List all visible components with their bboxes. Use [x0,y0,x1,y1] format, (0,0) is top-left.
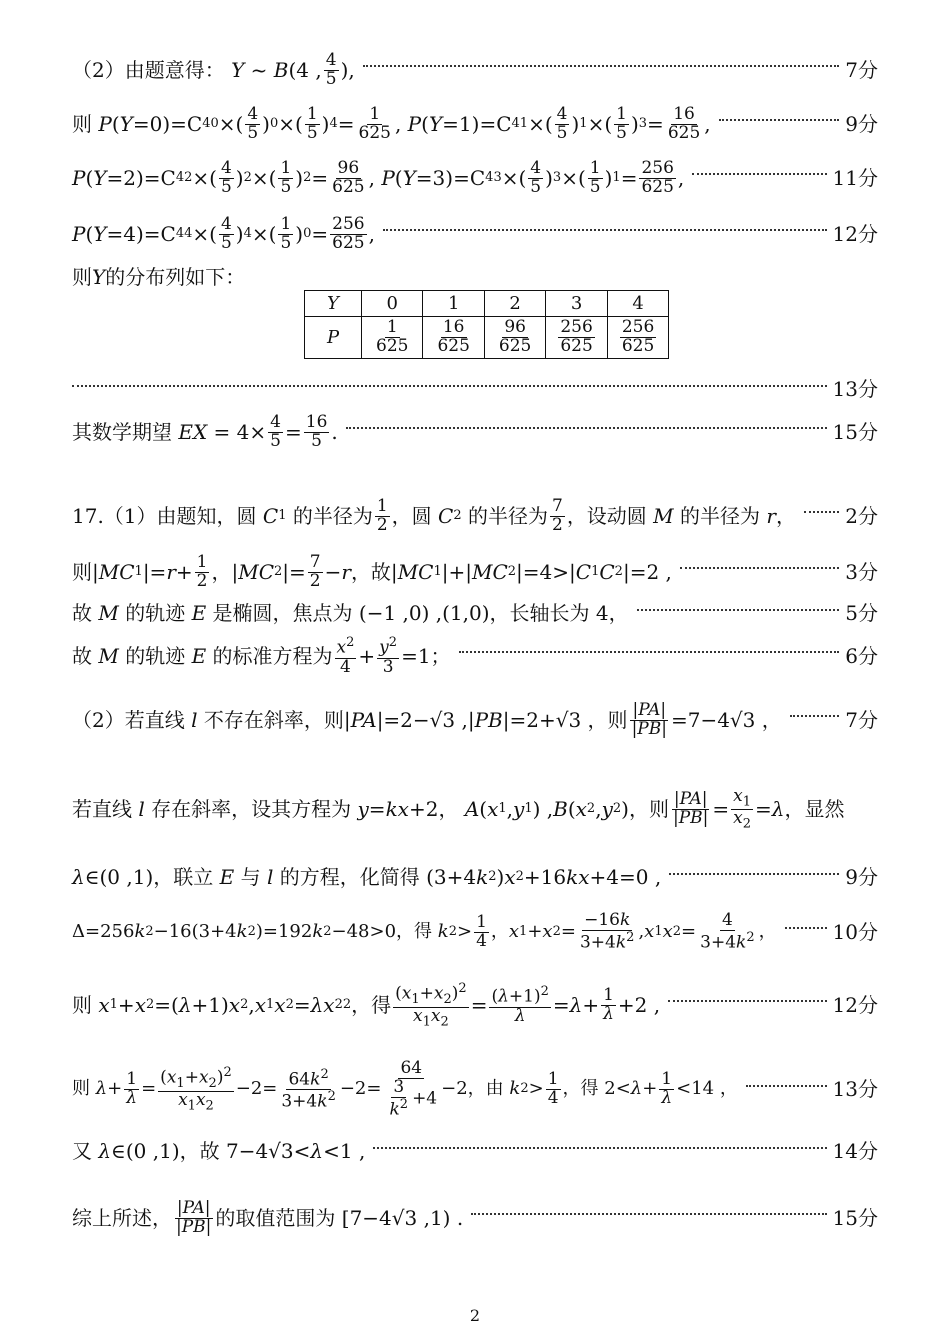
line-content: 其数学期望 EX = 4× 4 5 = 16 5 . [72,412,338,451]
table-cell: $\frac{16}{625}$ [423,317,484,359]
line-content: （2）若直线 l 不存在斜率，则| PA |=2−√3 ,| PB |=2+√3 ，则 |PA| |PB| =7−4√3 ， [72,700,782,739]
solution-line-12 [72,702,878,739]
solution-line-17 [72,1060,878,1119]
table-header-cell: 3 [546,291,607,317]
score-label: 11分 [832,165,878,190]
solution-line-2 [72,106,878,143]
line-content: 故 M 的轨迹 E 的标准方程为 $x^2$ 4 + $y^2$ 3 =1； [72,635,451,677]
table-cell: $\frac{256}{625}$ [546,317,607,359]
line-content: 故 M 的轨迹 E 是椭圆，焦点为 (−1 ,0) ,(1,0)，长轴长为 4， [72,601,629,625]
score-label: 2分 [845,503,878,528]
score-label: 13分 [832,1077,878,1102]
table-row [305,317,669,359]
line-content: 则 λ + 1 λ = $(x_1+x_2)^2$ $x_1x_2$ −2= $64k^2$ $3+4k^2$ −2= 64 $\frac{3}{k^2}$ +4 −2，由 k 2 > 1 4 ，得 2< λ + 1 λ <14 ， [72,1058,738,1120]
score-label: 7分 [845,707,878,732]
score-label: 15分 [832,1205,878,1230]
table-header-cell: 2 [484,291,545,317]
score-label: 14分 [832,1139,878,1163]
table-header-cell: Y [305,291,362,317]
line-content: Δ=256 k 2 −16(3+4 k 2 )=192 k 2 −48>0，得 k 2 > 1 4 ， x 1 + x 2 = −16k $3+4k^2$ , x 1 x 2 = 4 $3+4k^2$ ， [72,910,777,953]
score-label: 15分 [832,419,878,444]
solution-line-13 [72,788,878,831]
line-content: （2）由题意得： Y ~ B (4 , 4 5 ), [72,50,355,89]
solution-line-15 [72,912,878,952]
solution-line-19 [72,1200,878,1237]
distribution-table [304,290,669,359]
solution-line-1 [72,52,878,89]
solution-line-10 [72,602,878,625]
score-label: 3分 [845,559,878,584]
score-label: 9分 [845,865,878,889]
line-content: 又 λ ∈(0 ,1)，故 7−4√3< λ <1 , [72,1139,366,1163]
score-label: 7分 [845,57,878,82]
score-label: 6分 [845,643,878,668]
page-number: 2 [469,1306,481,1325]
solution-line-4 [72,216,878,253]
table-row [305,291,669,317]
score-label: 5分 [845,601,878,625]
table-cell: $\frac{96}{625}$ [484,317,545,359]
table-row-label: P [305,317,362,359]
solution-line-14 [72,866,878,889]
table-cell: $\frac{1}{625}$ [362,317,423,359]
solution-line-6 [72,378,878,401]
solution-line-5 [72,266,878,289]
line-content: 则| MC 1 |= r + 1 2 ，| MC 2 |= 7 2 − r ，故| MC 1 |+| MC 2 |=4>| C 1 C 2 |=2 , [72,552,672,591]
line-content: 则 x 1 + x 2 =( λ +1) x 2 , x 1 x 2 = λx 2 2 ，得 $(x_1+x_2)^2$ $x_1x_2$ = $(\lambda+1)^2$ λ = λ + 1 λ +2 , [72,981,661,1030]
solution-line-16 [72,982,878,1029]
solution-line-3 [72,160,878,197]
line-content: 综上所述， |PA| |PB| 的取值范围为 [7−4√3 ,1) . [72,1198,464,1237]
line-content: 17.（1）由题知，圆 C 1 的半径为 1 2 ，圆 C 2 的半径为 7 2 ，设动圆 M 的半径为 r ， [72,496,796,535]
score-label: 9分 [845,111,878,136]
score-label: 10分 [832,919,878,944]
table-header-cell: 4 [607,291,668,317]
solution-line-18 [72,1140,878,1163]
table-header-cell: 0 [362,291,423,317]
table-header-cell: 1 [423,291,484,317]
line-content: P ( Y =2)=C 4 2 ×( 4 5 ) 2 ×( 1 5 ) 2 = 96 625 , P ( Y =3)=C 4 3 ×( 4 5 ) 3 ×( 1 5 ) 1 = 256 625 , [72,158,685,197]
line-content: 若直线 l 存在斜率，设其方程为 y = kx +2， A ( x 1 , y 1 ) , B ( x 2 , y 2 )，则 |PA| |PB| = $x_1$ $x_2$ = λ ，显然 [72,786,845,832]
score-label: 12分 [832,992,878,1017]
score-label: 12分 [832,221,878,246]
line-content: λ ∈(0 ,1)，联立 E 与 l 的方程，化简得 (3+4 k 2 ) x 2 +16 kx +4=0 , [72,865,662,889]
line-content: P ( Y =4)=C 4 4 ×( 4 5 ) 4 ×( 1 5 ) 0 = 256 625 , [72,214,375,253]
solution-line-9 [72,554,878,591]
solution-line-8 [72,498,878,535]
score-label: 13分 [832,377,878,401]
solution-line-7 [72,414,878,451]
line-content: 则 P ( Y =0)=C 4 0 ×( 4 5 ) 0 ×( 1 5 ) 4 = 1 625 , P ( Y =1)=C 4 1 ×( 4 5 ) 1 ×( 1 5 ) 3 = 16 625 , [72,104,711,143]
table-cell: $\frac{256}{625}$ [607,317,668,359]
line-content: 则 Y 的分布列如下： [72,265,246,289]
solution-line-11 [72,636,878,676]
